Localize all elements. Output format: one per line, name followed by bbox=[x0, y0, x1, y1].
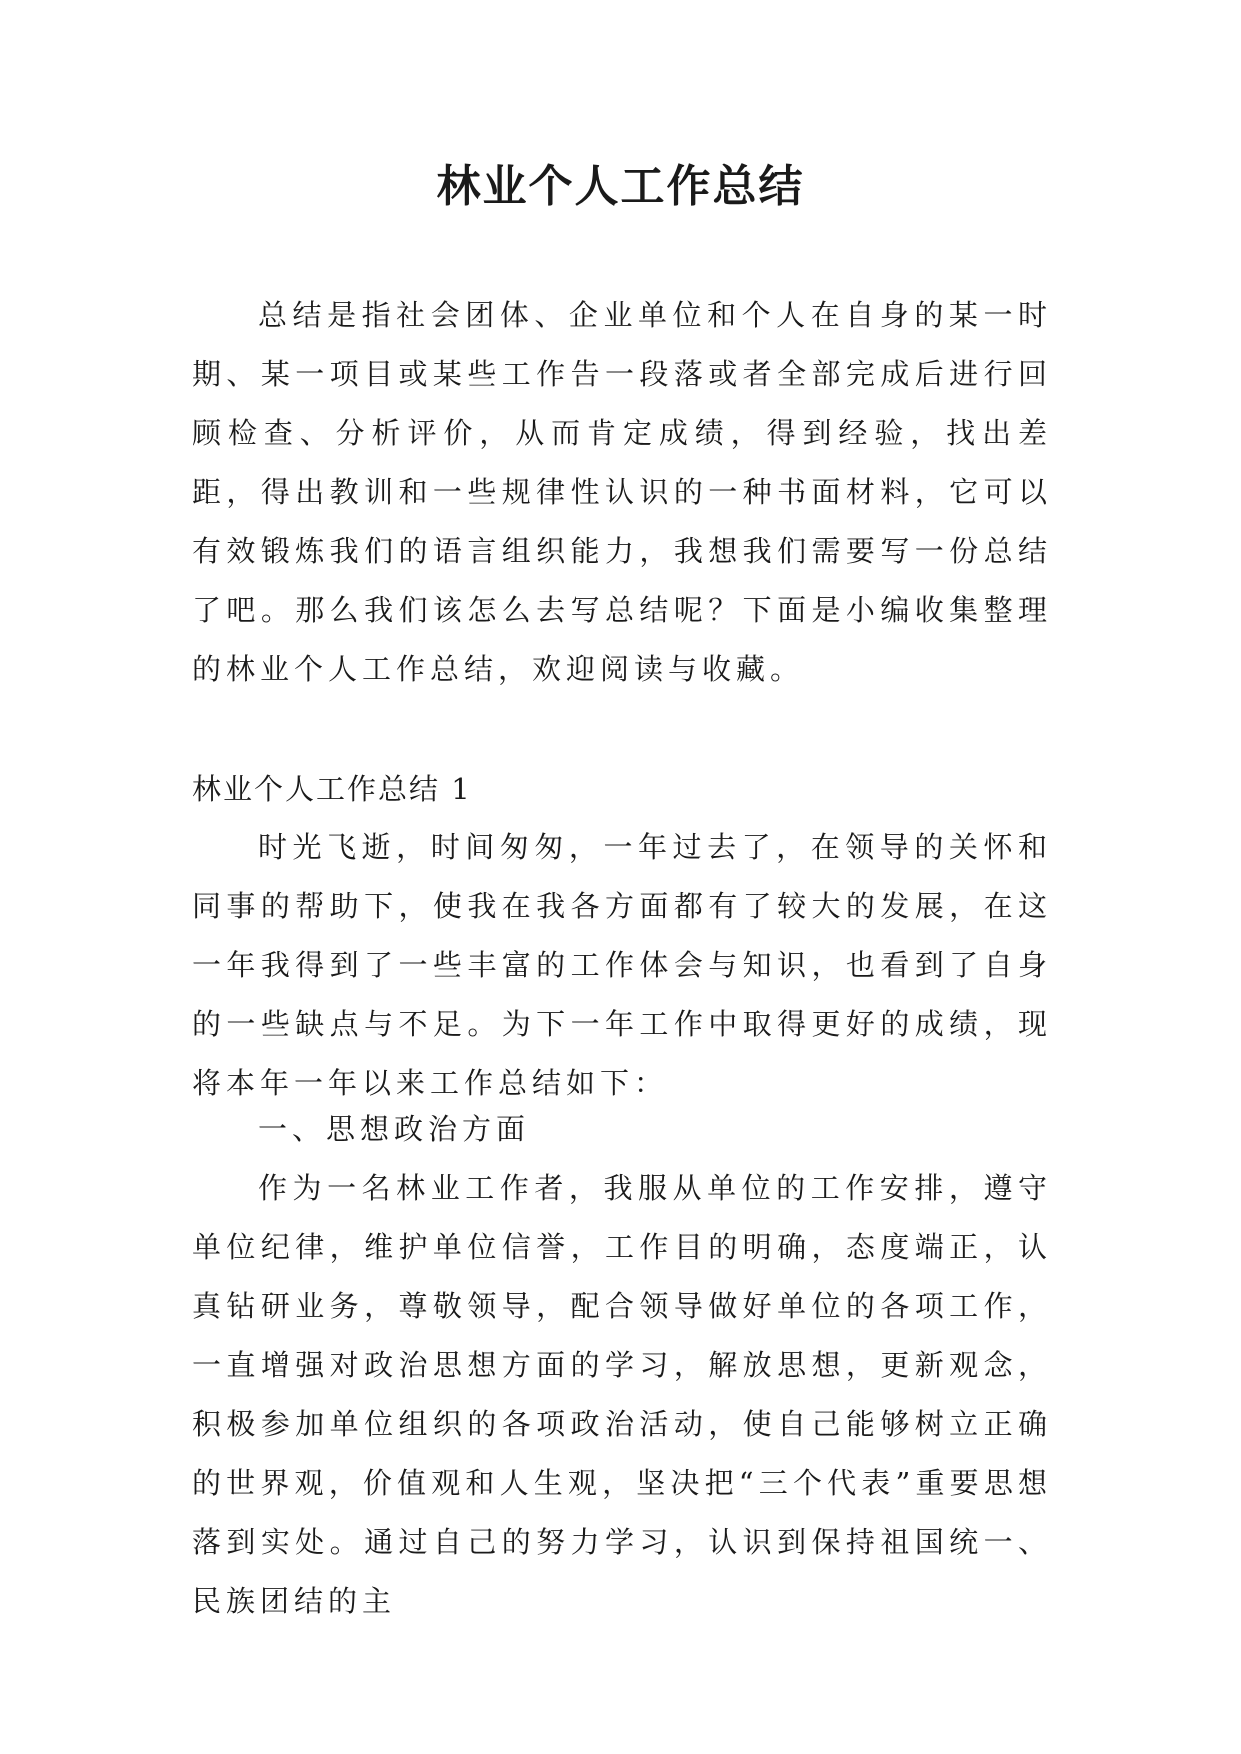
subheading-political: 一、思想政治方面 bbox=[258, 1112, 531, 1146]
body-paragraph-1: 时光飞逝，时间匆匆，一年过去了，在领导的关怀和同事的帮助下，使我在我各方面都有了较大的发展，在这一年我得到了一些丰富的工作体会与知识，也看到了自身的一些缺点与不足。为下一年工作中取得更好的成绩，现将本年一年以来工作总结如下： bbox=[192, 830, 1052, 1100]
intro-paragraph: 总结是指社会团体、企业单位和个人在自身的某一时期、某一项目或某些工作告一段落或者全部完成后进行回顾检查、分析评价，从而肯定成绩，得到经验，找出差距，得出教训和一些规律性认识的一种书面材料，它可以有效锻炼我们的语言组织能力，我想我们需要写一份总结了吧。那么我们该怎么去写总结呢？下面是小编收集整理的林业个人工作总结，欢迎阅读与收藏。 bbox=[192, 298, 1052, 686]
document-title: 林业个人工作总结 bbox=[436, 161, 805, 212]
body-paragraph-2: 作为一名林业工作者，我服从单位的工作安排，遵守单位纪律，维护单位信誉，工作目的明确，态度端正，认真钻研业务，尊敬领导，配合领导做好单位的各项工作，一直增强对政治思想方面的学习，解放思想，更新观念，积极参加单位组织的各项政治活动，使自己能够树立正确的世界观，价值观和人生观，坚决把“三个代表”重要思想落到实处。通过自己的努力学习，认识到保持祖国统一、民族团结的主 bbox=[192, 1171, 1052, 1618]
section-heading: 林业个人工作总结 1 bbox=[192, 772, 472, 806]
